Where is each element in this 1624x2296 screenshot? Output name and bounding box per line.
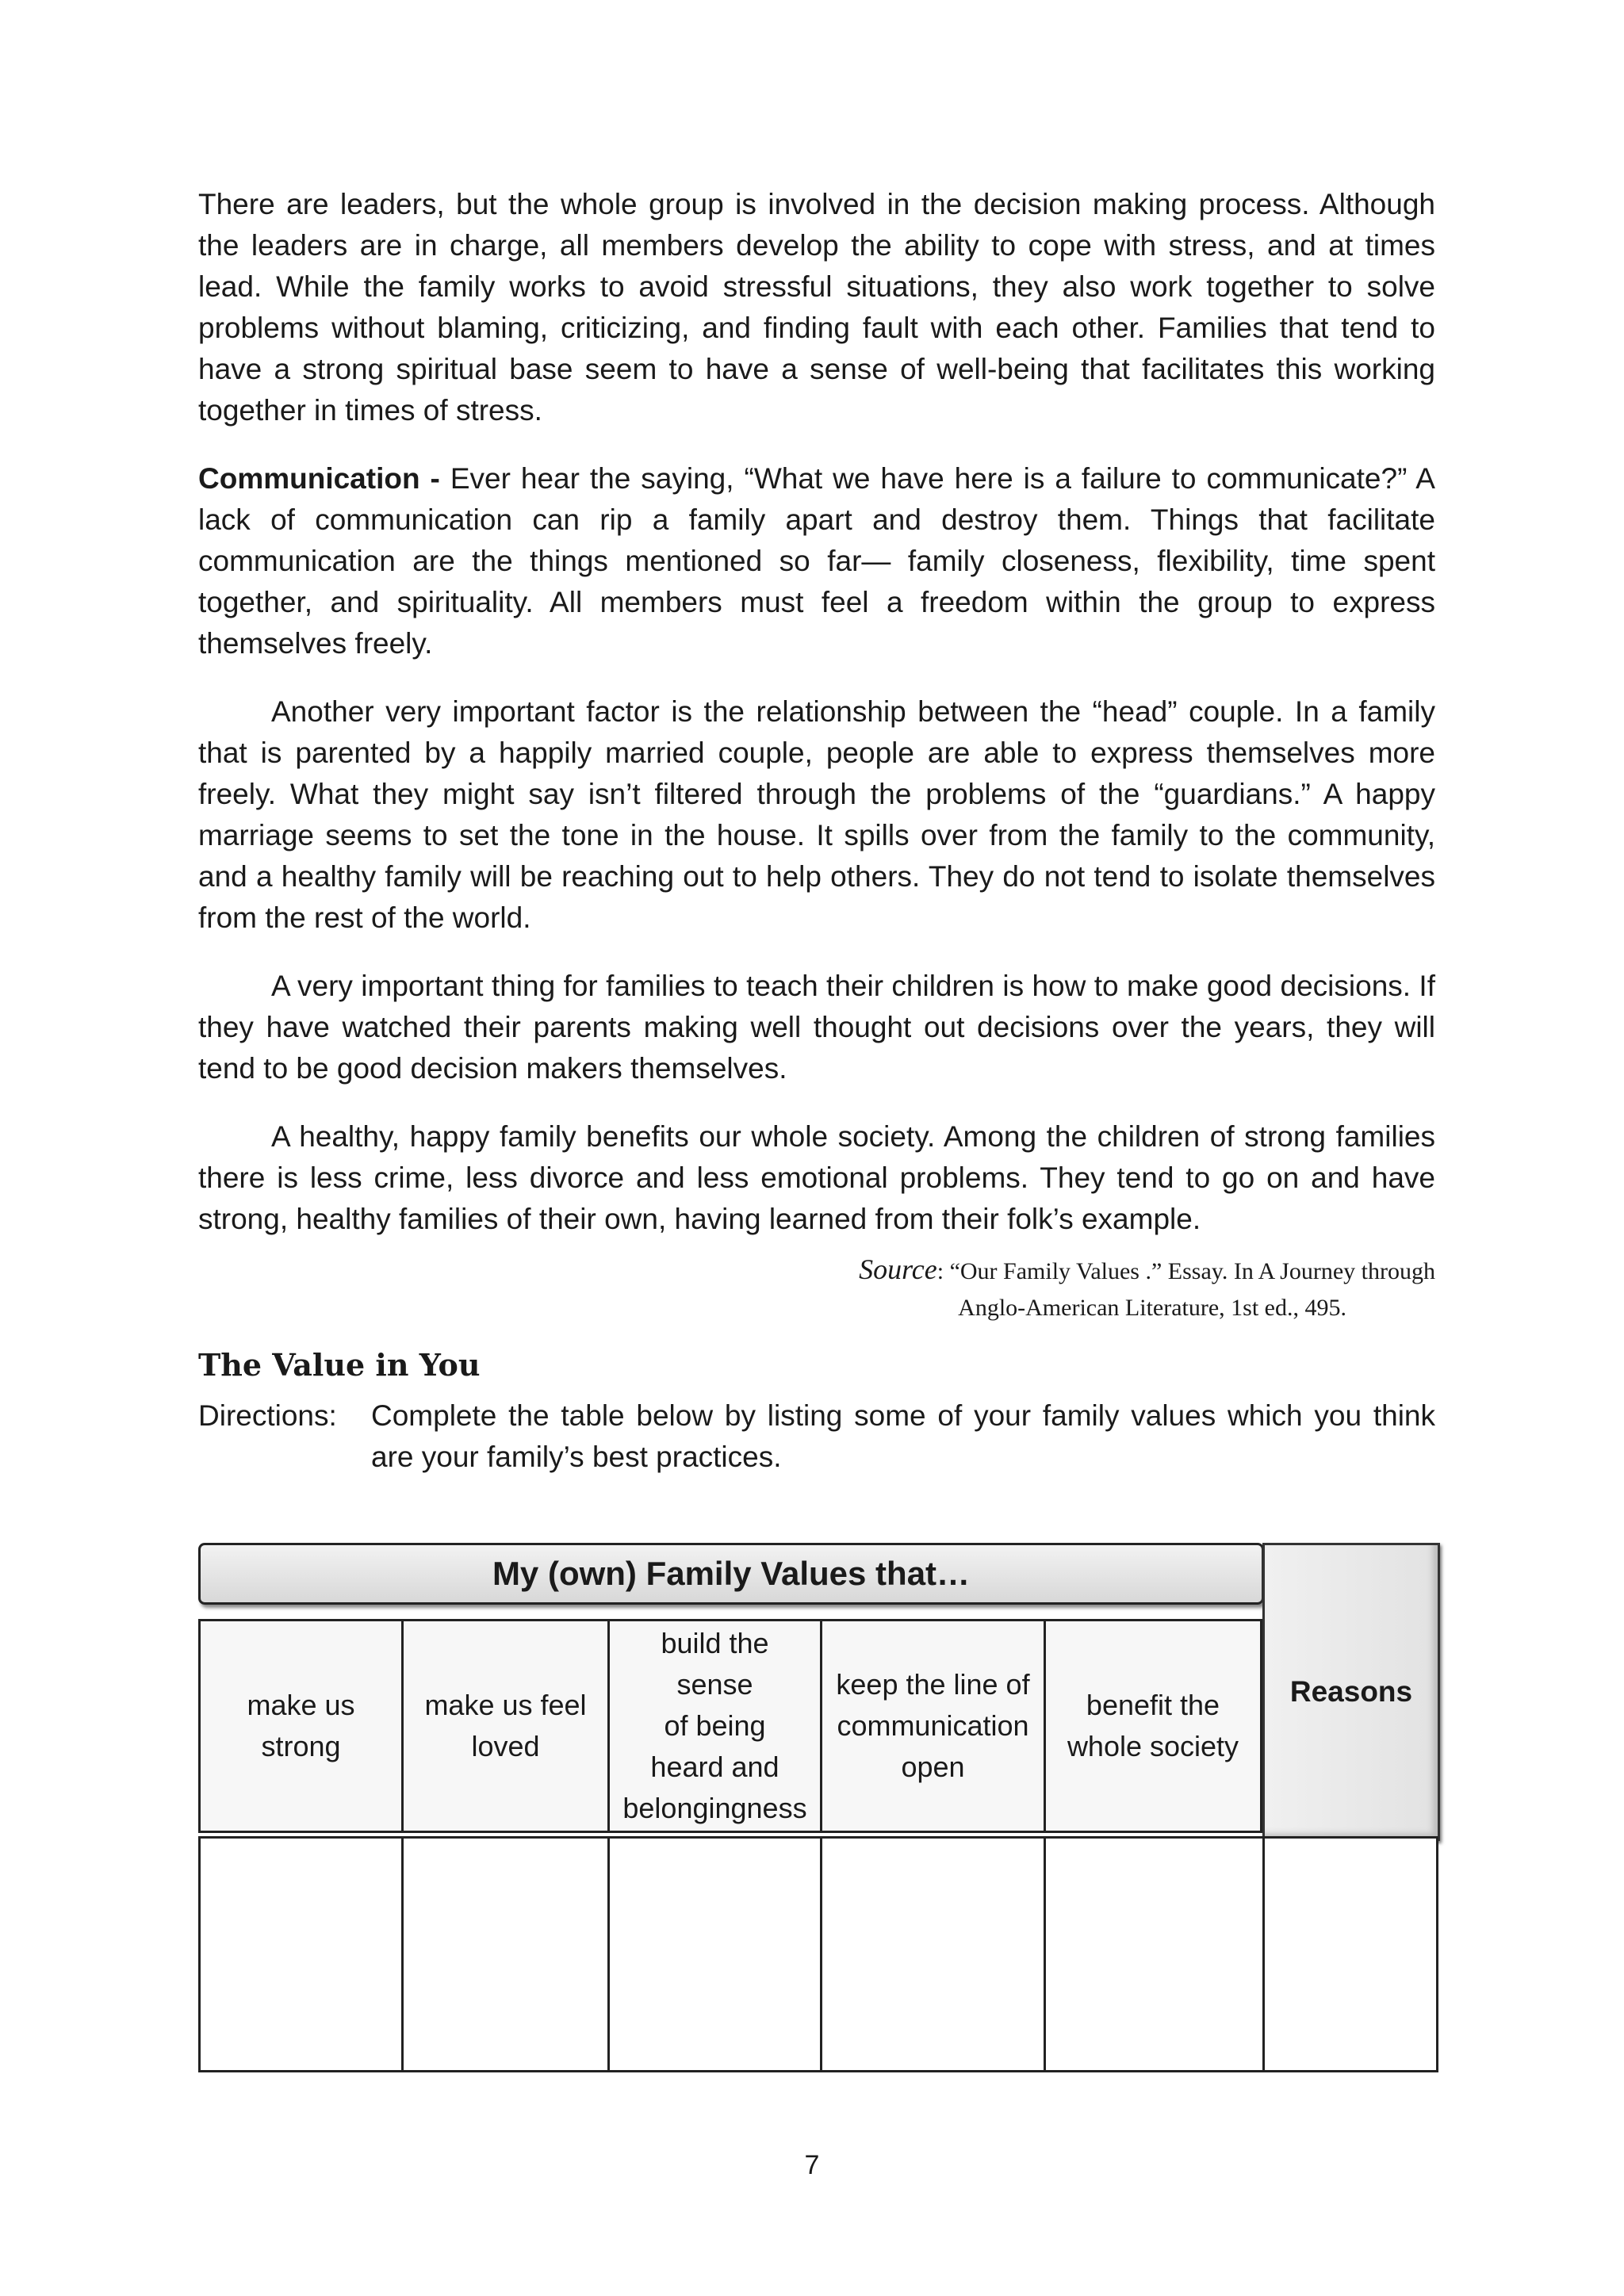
column-header [1044,1619,1262,1833]
table-cell[interactable] [198,1836,401,2072]
family-values-table [198,1543,1438,2114]
column-header [607,1619,820,1833]
table-header: My (own) Family Values that… [198,1543,1264,1605]
table-cell[interactable] [607,1836,820,2072]
section-title: The Value in You [198,1347,481,1383]
source-citation [198,1251,1435,1326]
reasons-header: Reasons [1262,1543,1440,1841]
table-cell[interactable] [401,1836,607,2072]
directions [198,1395,1435,1478]
table-cell-reasons[interactable] [1262,1836,1438,2072]
paragraph-communication [198,458,1435,664]
source-line-2: Anglo-American Literature, 1st ed., 495. [958,1295,1346,1321]
column-header-label: benefit the whole society [1067,1689,1239,1762]
page-number: 7 [804,2150,820,2180]
paragraph-society: A healthy, happy family benefits our whole society. Among the children of strong families there is less crime, less divorce and less emotional problems. They tend to go on and have strong, healthy families of their own, having learned from their folk’s example. [198,1120,1435,1235]
column-header [820,1619,1044,1833]
column-header [401,1619,607,1833]
source-line-1: : “Our Family Values .” Essay. In A Journey through [936,1258,1435,1284]
communication-text: Ever hear the saying, “What we have here is a failure to communicate?” A lack of communication can rip a family apart and destroy them. Things that facilitate communication are the things mentioned so far— family closeness, flexibility, time spent together, and spirituality. All members must feel a freedom within the group to express themselves freely. [198,462,1435,660]
table-cell[interactable] [820,1836,1044,2072]
column-header-label: keep the line of communication open [836,1668,1030,1783]
column-headers [198,1619,1262,1833]
communication-heading: Communication - [198,462,440,495]
table-cell[interactable] [1044,1836,1262,2072]
source-label: Source [859,1253,937,1285]
column-header-label: make us strong [247,1689,355,1762]
directions-label: Directions: [198,1399,337,1432]
paragraph-decisions: A very important thing for families to teach their children is how to make good decisions. If they have watched their parents making well thought out decisions over the years, they will tend to be good decision makers themselves. [198,970,1435,1085]
column-header-label: build the sense of being heard and belongingness [622,1627,807,1824]
table-row [198,1836,1438,2072]
column-header [198,1619,401,1833]
paragraph-head-couple: Another very important factor is the relationship between the “head” couple. In a family that is parented by a happily married couple, people are able to express themselves more freely. What they might say isn’t filtered through the problems of the “guardians.” A happy marriage seems to set the tone in the house. It spills over from the family to the community, and a healthy family will be reaching out to help others. They do not tend to isolate themselves from the rest of the world. [198,695,1435,934]
paragraph-leadership: There are leaders, but the whole group is involved in the decision making process. Although the leaders are in charge, all members develop the ability to cope with stress, and at times lead. While the family works to avoid stressful situations, they also work together to solve problems without blaming, criticizing, and finding fault with each other. Families that tend to have a strong spiritual base seem to have a sense of well-being that facilitates this working together in times of stress. [198,188,1435,427]
column-header-label: make us feel loved [424,1689,587,1762]
directions-text: Complete the table below by listing some of your family values which you think are your family’s best practices. [371,1399,1435,1473]
page-content [198,184,1435,1478]
